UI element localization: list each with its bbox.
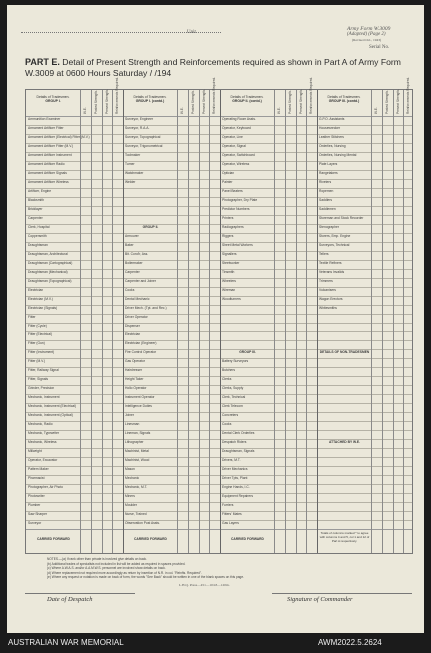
trade-row-label: Miners [125,494,135,499]
unit-label: Unit [187,30,196,35]
group-header: Details of Tradesmen. GROUP II. (contd.) [230,95,264,104]
trade-row-label: Mason [125,467,135,472]
trade-row-label: Concreters [222,413,239,418]
trade-row-label: Surveyors, Technical [319,242,350,247]
trade-row-label: Dental Mechanic [125,296,150,301]
trade-row-label: Surveyor, Topographical [125,134,161,139]
trade-row-label: Armament Artificer Wireless [28,179,69,184]
trade-row-label: Height Taker [125,377,144,382]
column-divider [403,90,404,553]
trade-row-label: Surveyor, Engineer [125,117,154,121]
trade-row-label: Veterans Invalids [319,269,345,274]
trade-row-label: Clerk, Hospital [28,224,50,229]
row-rule [26,358,412,359]
trade-row-label: Operator, Signal [222,143,246,148]
trade-row-label: Linesman [125,422,140,427]
trade-row-label: Saw Sharper [28,512,48,517]
trade-row-label: Clerk, Technical [222,395,246,400]
trade-row-label: Saddlers [319,197,333,202]
trade-row-label: Artificer, Engine [28,188,52,193]
trade-row-label: Baker [125,242,134,247]
trade-row-label: Ropemen [319,188,334,193]
row-rule [26,430,412,431]
trade-row-label: Joiner [125,413,134,418]
trade-row-label: Fire Control Operator [125,350,157,355]
trade-row-label: Observation Post Assts. [125,521,160,526]
trade-row-label: Lineman, Signals [125,431,151,436]
trade-row-label: Predictor Numbers [222,206,250,211]
trade-row-label: Electrician (M.V.) [28,296,53,301]
column-divider [199,90,200,553]
subcolumn-header-reinf: Reinforcements Required. [115,76,120,114]
trade-row-label: Wagon Erectors [319,296,343,301]
trade-row-label: Leather Stitchers [319,134,344,139]
trade-row-label: Butchers [222,368,236,373]
trade-row-label: Blacksmith [28,197,44,202]
trade-row-label: Driver Mechanics [222,467,248,472]
trade-row-label: Storers, Emp. Engine [319,233,351,238]
trade-row-label: Wireman [222,287,236,292]
trade-row-label: Equipment Repairers [222,494,253,499]
row-rule [26,421,412,422]
carried-forward: CARRIED FORWARD [37,537,70,541]
trade-row-label: Draughtsman, Signals [222,449,255,454]
trade-row-label: Toolmaker [125,152,141,157]
subcolumn-header-posted: Posted Strength. [93,90,98,114]
trade-row-label: Engine Hands, I.C. [222,485,250,490]
trade-row-label: Plate Layers [319,161,338,166]
column-divider [285,90,286,553]
footer-left: AUSTRALIAN WAR MEMORIAL [8,638,124,647]
trade-row-label: Panel Beaters [222,188,243,193]
trade-row-label: Despatch Riders [222,440,247,445]
trade-row-label: Clerks [222,377,232,382]
note-line: (c) Where A.W.A.S. and/or A.A.M.W.S. personnel are involved show details on back. [47,566,166,571]
trade-row-label: Cooks [125,287,135,292]
trade-row-label: Woodturners [222,296,241,301]
trade-row-label: Millwright [28,449,42,454]
trade-row-label: Moulder [125,503,137,508]
trade-row-label: Clerk Telecom [222,404,243,409]
part-text: Detail of Present Strength and Reinforcements required as shown in Part A of Army Form W.3009 at 0600 Hours Saturday [25,57,401,78]
signature-of-commander: Signature of Commander [287,596,353,603]
row-rule [26,493,412,494]
form-sheet [7,5,424,633]
column-divider [393,90,394,553]
column-divider [188,90,189,553]
row-rule [26,412,412,413]
trade-row-label: Instrument Operator [125,395,155,400]
trade-row-label: Carpenter [125,269,140,274]
trade-row-label: Trimmers [319,278,333,283]
row-rule [26,394,412,395]
trade-row-label: ATTACHED BY W.E. [329,440,360,445]
row-rule [26,314,412,315]
trade-row-label: Electrician (Engineer) [125,341,157,346]
trade-row-label: Electrician (Signals) [28,305,58,310]
trade-row-label: Mechanic, Typewriter [28,431,60,436]
subcolumn-header-reinf: Reinforcements Required. [309,76,314,114]
carried-forward: CARRIED FORWARD [134,537,167,541]
trade-row-label: Grinder, Precision [28,386,55,391]
trade-row-label: Boilermaker [125,260,143,265]
trade-row-label: Pattern Maker [28,467,49,472]
trade-row-label: Furriers [222,503,234,508]
trade-row-label: Ammunition Examiner [28,117,61,121]
press-line: L.H.Q. Press—451—10/43—120m. [179,583,230,587]
subcolumn-header-posted: Posted Strength. [384,90,389,114]
trade-row-label: Clerks, Supply [222,386,244,391]
trade-row-label: Dispenser [125,323,140,328]
trade-row-label: Operator, Wireless [222,161,250,166]
trade-row-label: Surveyor [28,521,42,526]
trade-row-label: Hollo Operator [125,386,147,391]
form-revised: (Revised Oct., 1943) [352,38,382,42]
trade-row-label: Electrician [28,287,44,292]
trade-row-label: Mechanic, Instrument (Optical) [28,413,73,418]
trade-row-label: Operating Room Assts. [222,117,256,121]
trade-row-label: Stenographer [319,224,339,229]
trade-row-label: Bit. Cond'r, Ass. [125,251,149,256]
trade-row-label: DETAILS OF NON-TRADESMEN [319,350,370,355]
trade-row-label: Draughtsman (Topographical) [28,278,72,283]
trade-row-label: Fitters' Mates [222,512,242,517]
trade-row-label: Saddlemen [319,206,336,211]
trade-row-label: Vulcanisers [319,287,336,292]
trade-row-label: Carpenter [28,215,43,220]
column-divider [91,90,92,553]
column-divider [274,90,275,553]
group-divider [123,90,124,553]
column-divider [296,90,297,553]
trade-row-label: Armament Artificer Fitter (M.V.) [28,143,74,148]
group-divider [317,90,318,553]
column-divider [80,90,81,553]
date-of-despatch: Date of Despatch [47,596,93,603]
trade-row-label: Machinist, Wood [125,458,150,463]
trade-row-label: Surveyor, Trigonometrical [125,143,163,148]
form-ref: Army Form W.3009 [347,26,391,32]
column-divider [382,90,383,553]
trade-row-label: Armament Artificer (Electrical) Fitter (M.V.) [28,134,90,139]
part-label: PART E. [25,57,60,67]
row-rule [26,367,412,368]
trade-row-label: Lithographer [125,440,144,445]
trade-row-label: Mechanic, Wireless [28,440,57,445]
trade-row-label: Coppersmith [28,233,47,238]
trade-row-label: Draughtsman [28,242,48,247]
trade-row-label: Photowriter [28,494,45,499]
row-rule [26,403,412,404]
part-title [25,57,410,79]
trade-row-label: Fitter, Signals [28,377,48,382]
row-rule [26,448,412,449]
row-rule [26,520,412,521]
note-line: (b) Additional trades of specialists not included in list will be added as required in spaces provided. [47,561,186,566]
trade-row-label: Painter [222,179,233,184]
trade-row-label: Armament Artificer Instrument [28,152,72,157]
group-header: Details of Tradesmen. GROUP I. (contd.) [133,95,167,104]
subcolumn-header-we: W.E. [180,107,184,114]
trade-row-label: Carpenter and Joiner [125,278,156,283]
trade-row-label: Driver Tpts, Plant [222,476,248,481]
subcolumn-header-reinf: Reinforcements Required. [212,76,217,114]
part-date: / /194 [149,68,172,78]
trade-row-label: Mechanic, Instrument (Electrical) [28,404,77,409]
strength-table [25,76,413,554]
trade-row-label: Electrician [125,332,141,337]
trade-row-label: G.P.O. Assistants [319,117,345,121]
trade-row-label: Radiographers [222,224,244,229]
trade-row-label: Bricklayer [28,206,43,211]
group-divider [220,90,221,553]
trade-row-label: Machinist, Metal [125,449,149,454]
trade-row-label: Housewrecker [319,125,341,130]
trade-row-label: Mechanic, Instrument [28,395,60,400]
carried-forward: Totals of columns marked * to agree with columns 4 and 5, col 1 and 12 of Part A respectively. [319,531,370,543]
trade-row-label: Riggers [222,233,234,238]
trade-row-label: Textile Refiners [319,260,342,265]
column-divider [112,90,113,553]
footer-right: AWM2022.5.2624 [318,638,382,647]
trade-row-label: Operator, Line [222,134,243,139]
subcolumn-header-present: Present Strength. [201,89,206,114]
trade-row-label: GROUP II. [142,224,159,229]
row-rule [26,475,412,476]
carried-forward: CARRIED FORWARD [231,537,264,541]
group-header: Details of Tradesmen. GROUP I. [36,95,70,104]
row-rule [26,511,412,512]
trade-row-label: Fitter [28,314,36,319]
trade-row-label: GROUP III. [239,350,256,355]
trade-row-label: Storeman and Stock Recorder [319,215,364,220]
trade-row-label: Orderlies, Nursing [319,143,346,148]
column-divider [209,90,210,553]
subcolumn-header-posted: Posted Strength. [190,90,195,114]
row-rule [26,331,412,332]
trade-row-label: Signallers [222,251,237,256]
trade-row-label: Cooks [222,422,232,427]
trade-row-label: Whitesmiths [319,305,337,310]
subcolumn-header-present: Present Strength. [104,89,109,114]
subcolumn-header-reinf: Reinforcements Required. [406,76,411,114]
column-divider [177,90,178,553]
row-rule [26,385,412,386]
subcolumn-header-we: W.E. [83,107,87,114]
trade-row-label: Fitter (M.V.) [28,359,46,364]
note-line: (e) Where any request or notation is made on back of form, the words "See Back" should be written in one of the blank spaces on this page. [47,575,244,580]
trade-row-label: Optician [222,170,235,175]
trade-row-label: Fitter (Electrical) [28,332,52,337]
trade-row-label: Turner [125,161,135,166]
trade-row-label: Tellers [319,251,329,256]
trade-row-label: Battery Surveyors [222,359,249,364]
trade-row-label: Operator, Excavator [28,458,58,463]
trade-row-label: Fitter (Gun) [28,341,45,346]
trade-row-label: Plumber [28,503,41,508]
trade-row-label: Fitter (Instrument) [28,350,55,355]
trade-row-label: Driver Operator [125,314,148,319]
trade-row-label: Armament Artificer Radio [28,161,65,166]
trade-row-label: Dental Clerk Orderlies [222,431,255,436]
trade-row-label: Drivers, M.T. [222,458,241,463]
row-rule [26,457,412,458]
trade-row-label: Intelligence Duties [125,404,152,409]
trade-row-label: Welder [125,179,136,184]
trade-row-label: Photographer, Air Photo [28,485,64,490]
trade-row-label: Riveters [319,179,332,184]
column-divider [306,90,307,553]
trade-row-label: Rangetakers [319,170,338,175]
trade-row-label: Operator, Keyboard [222,125,251,130]
note-line: (d) Where replacement not required more accordingly as return by insertion of N.R. in col. "Reinfts. Required". [47,570,202,575]
trade-row-label: Gas Operator [125,359,145,364]
totals-rule [26,529,412,530]
trade-row-label: Photographer, Dry Plate [222,197,258,202]
form-ref-sub: (Adapted) (Page 2) [347,32,386,37]
trade-row-label: Fitter, Railway Signal [28,368,59,373]
trade-row-label: Steelworker [222,260,240,265]
trade-row-label: Nurse, Trained [125,512,147,517]
group-header: Details of Tradesmen. GROUP III. (contd.) [327,95,361,104]
subcolumn-header-posted: Posted Strength. [287,90,292,114]
row-rule [26,340,412,341]
trade-row-label: Mechanic, Radio [28,422,53,427]
trade-row-label: Mechanic [125,476,140,481]
trade-row-label: Hairdresser [125,368,143,373]
trade-row-label: Armourer [125,233,139,238]
column-divider [102,90,103,553]
subcolumn-header-present: Present Strength. [395,89,400,114]
trade-row-label: Draughtsman (Mechanical) [28,269,68,274]
row-rule [26,466,412,467]
row-rule [26,323,412,324]
column-divider [371,90,372,553]
trade-row-label: Driver Mech. (Tpt. and Rec.) [125,305,167,310]
row-rule [26,376,412,377]
subcolumn-header-we: W.E. [374,107,378,114]
trade-row-label: Draughtsman, Architectural [28,251,68,256]
trade-row-label: Wheelers [222,278,236,283]
trade-row-label: Sheet Metal Workers [222,242,253,247]
trade-row-label: Watchmaker [125,170,144,175]
trade-row-label: Armament Artificer Fitter [28,125,64,130]
row-rule [26,502,412,503]
trade-row-label: Surveyor, R.A.A. [125,125,150,130]
subcolumn-header-present: Present Strength. [298,89,303,114]
trade-row-label: Operator, Switchboard [222,152,255,157]
trade-row-label: Fitter (Cycle) [28,323,47,328]
note-line: NOTES.—(a) If rank other than private is involved give details on back. [47,557,147,561]
trade-row-label: Printers [222,215,234,220]
trade-row-label: Mechanic, M.T. [125,485,148,490]
serial-label: Serial No. [369,45,390,50]
trade-row-label: Armament Artificer Signals [28,170,67,175]
row-rule [26,484,412,485]
trade-row-label: Orderlies, Nursing Mental [319,152,357,157]
trade-row-label: Pharmacist [28,476,45,481]
trade-row-label: Draughtsman (Cartographical) [28,260,73,265]
trade-row-label: Tinsmith [222,269,235,274]
subcolumn-header-we: W.E. [277,107,281,114]
trade-row-label: Gas Layers [222,521,239,526]
